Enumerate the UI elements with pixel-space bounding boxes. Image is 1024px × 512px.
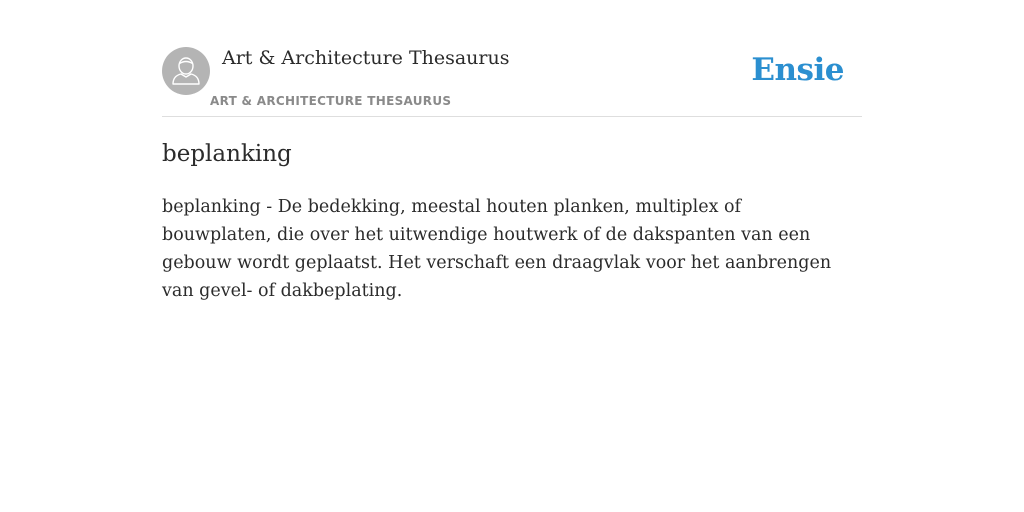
user-silhouette-icon: [162, 47, 210, 95]
entry-header: [162, 38, 862, 117]
avatar[interactable]: [162, 47, 210, 95]
source-subtitle: ART & ARCHITECTURE THESAURUS: [210, 94, 452, 108]
source-title-link[interactable]: Art & Architecture Thesaurus: [222, 47, 510, 69]
entry-definition: beplanking - De bedekking, meestal houten planken, multiplex of bouwplaten, die over het uitwendige houtwerk of de dakspanten van een gebouw wordt geplaatst. Het verschaft een draagvlak voor het aanbrengen van gevel- of dakbeplating.: [162, 197, 832, 301]
entry-term: beplanking: [162, 141, 292, 167]
ensie-logo[interactable]: Ensie: [751, 52, 844, 88]
